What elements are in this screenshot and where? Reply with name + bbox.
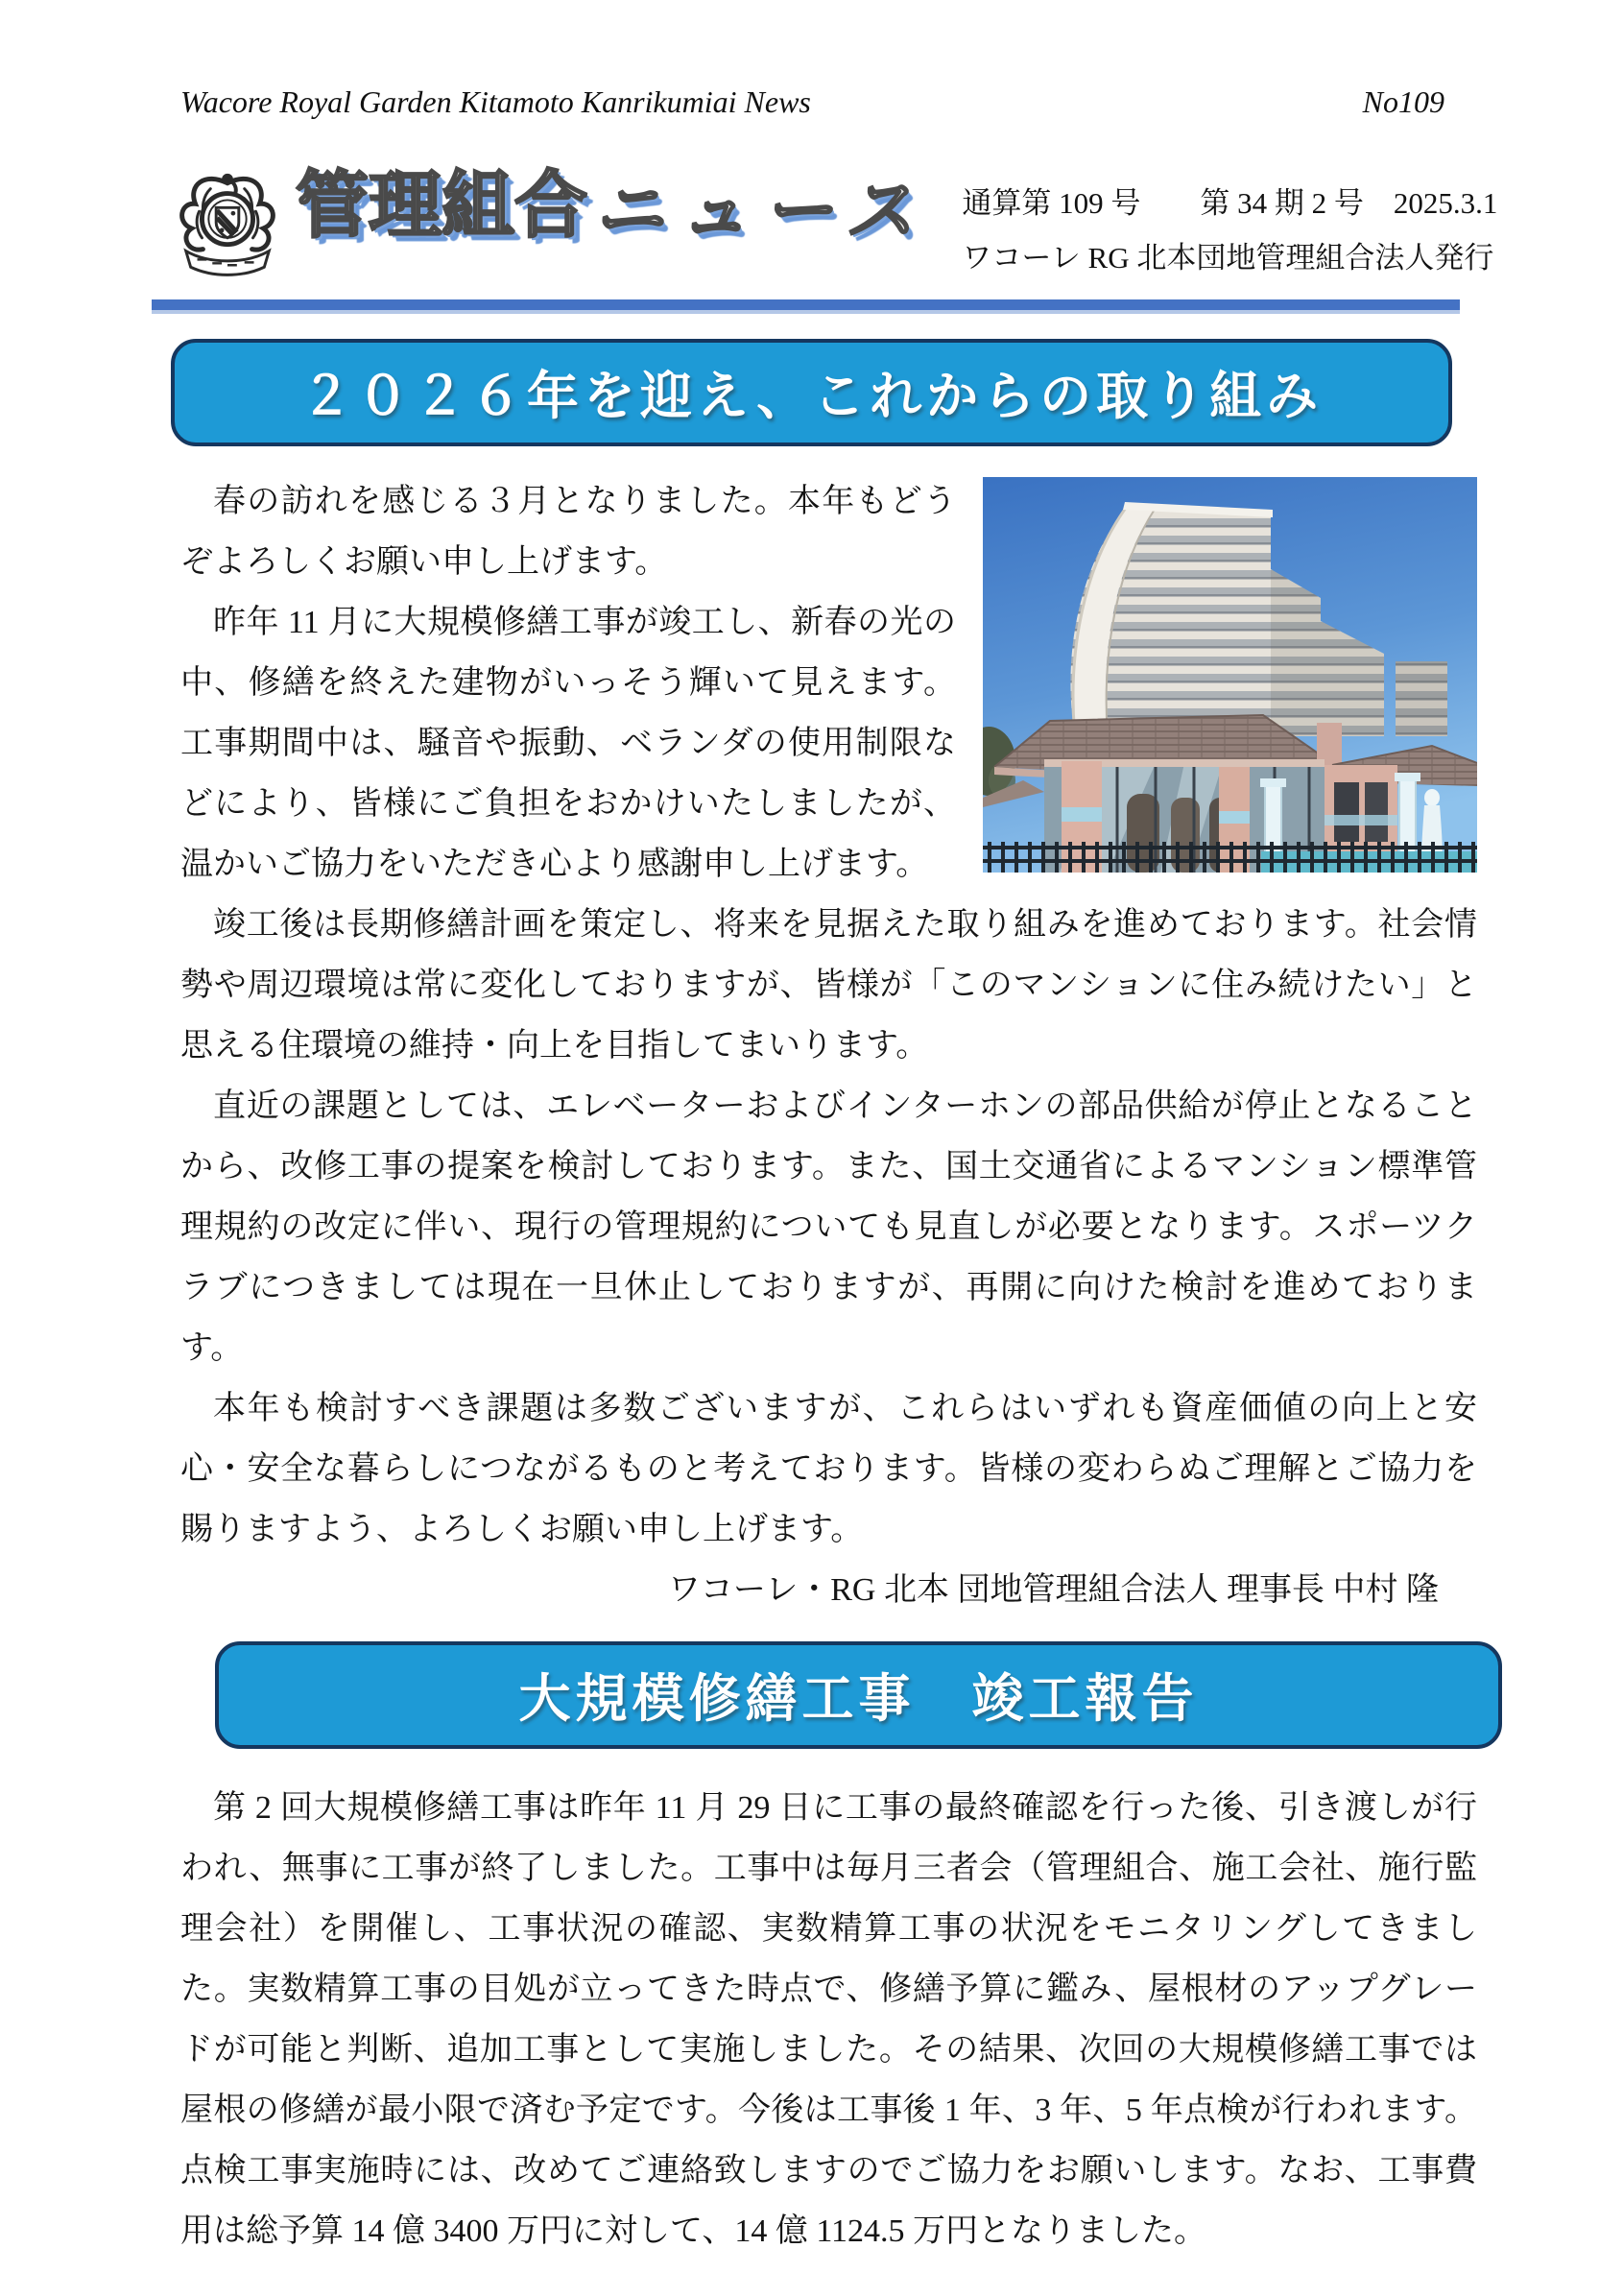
section1-paragraph: 竣工後は長期修繕計画を策定し、将来を見据えた取り組みを進めております。社会情勢や周辺環境は常に変化しておりますが、皆様が「このマンションに住み続けたい」と思える住環境の維持・向上を目指してまいります。 xyxy=(180,906,1477,1064)
section1-paragraph: 春の訪れを感じる３月となりました。本年もどうぞよろしくお願い申し上げます。 xyxy=(180,483,956,580)
section2-banner xyxy=(215,1641,1502,1749)
section2-body xyxy=(180,1778,1477,2261)
building-photo-illustration xyxy=(983,477,1477,873)
section1-paragraph: 直近の課題としては、エレベーターおよびインターホンの部品供給が停止となることから、改修工事の提案を検討しております。また、国土交通省によるマンション標準管理規約の改定に伴い、現行の管理規約についても見直しが必要となります。スポーツクラブにつきましては現在一旦休止しておりますが、再開に向けた検討を進めております。 xyxy=(180,1088,1477,1366)
section1-body xyxy=(180,471,1477,1620)
newsletter-title xyxy=(296,166,943,250)
issue-info xyxy=(962,176,1497,286)
section1-banner-label: ２０２６年を迎え、これからの取り組み xyxy=(299,368,1324,426)
running-header xyxy=(180,84,1477,120)
newsletter-title-kanji: 管理組合 xyxy=(296,166,587,247)
section1-paragraph: 昨年 11 月に大規模修繕工事が竣工し、新春の光の中、修繕を終えた建物がいっそう輝いて見えます。工事期間中は、騒音や振動、ベランダの使用制限などにより、皆様にご負担をおかけいたしましたが、温かいご協力をいただき心より感謝申し上げます。 xyxy=(180,604,956,882)
association-crest-logo xyxy=(169,168,286,281)
issue-number: No109 xyxy=(1362,84,1444,119)
issue-info-line1: 通算第 109 号 第 34 期 2 号 2025.3.1 xyxy=(962,186,1498,220)
section2-paragraph: 第 2 回大規模修繕工事は昨年 11 月 29 日に工事の最終確認を行った後、引き渡しが行われ、無事に工事が終了しました。工事中は毎月三者会（管理組合、施工会社、施行監理会社）を開催し、工事状況の確認、実数精算工事の状況をモニタリングしてきました。実数精算工事の目処が立ってきた時点で、修繕予算に鑑み、屋根材のアップグレードが可能と判断、追加工事として実施しました。その結果、次回の大規模修繕工事では屋根の修繕が最小限で済む予定です。今後は工事後 1 年、3 年、5 年点検が行われます。点検工事実施時には、改めてご連絡致しますのでご協力をお願いします。なお、工事費用は総予算 14 億 3400 万円に対して、14 億 1124.5 万円となりました。 xyxy=(180,1789,1477,2249)
chairman-signature: ワコーレ・RG 北本 団地管理組合法人 理事長 中村 隆 xyxy=(667,1571,1439,1608)
issue-info-line2: ワコーレ RG 北本団地管理組合法人発行 xyxy=(962,241,1494,275)
section1-banner xyxy=(171,339,1452,446)
section1-paragraph: 本年も検討すべき課題は多数ございますが、これらはいずれも資産価値の向上と安心・安全な暮らしにつながるものと考えております。皆様の変わらぬご理解とご協力を賜りますよう、よろしくお願い申し上げます。 xyxy=(180,1390,1477,1547)
header-divider-rule xyxy=(152,299,1460,314)
newsletter-title-kana: ニュース xyxy=(591,173,943,250)
running-header-title: Wacore Royal Garden Kitamoto Kanrikumiai News xyxy=(180,84,811,119)
masthead xyxy=(180,166,1498,286)
section2-banner-label: 大規模修繕工事 竣工報告 xyxy=(518,1670,1199,1729)
building-photo xyxy=(983,477,1477,873)
